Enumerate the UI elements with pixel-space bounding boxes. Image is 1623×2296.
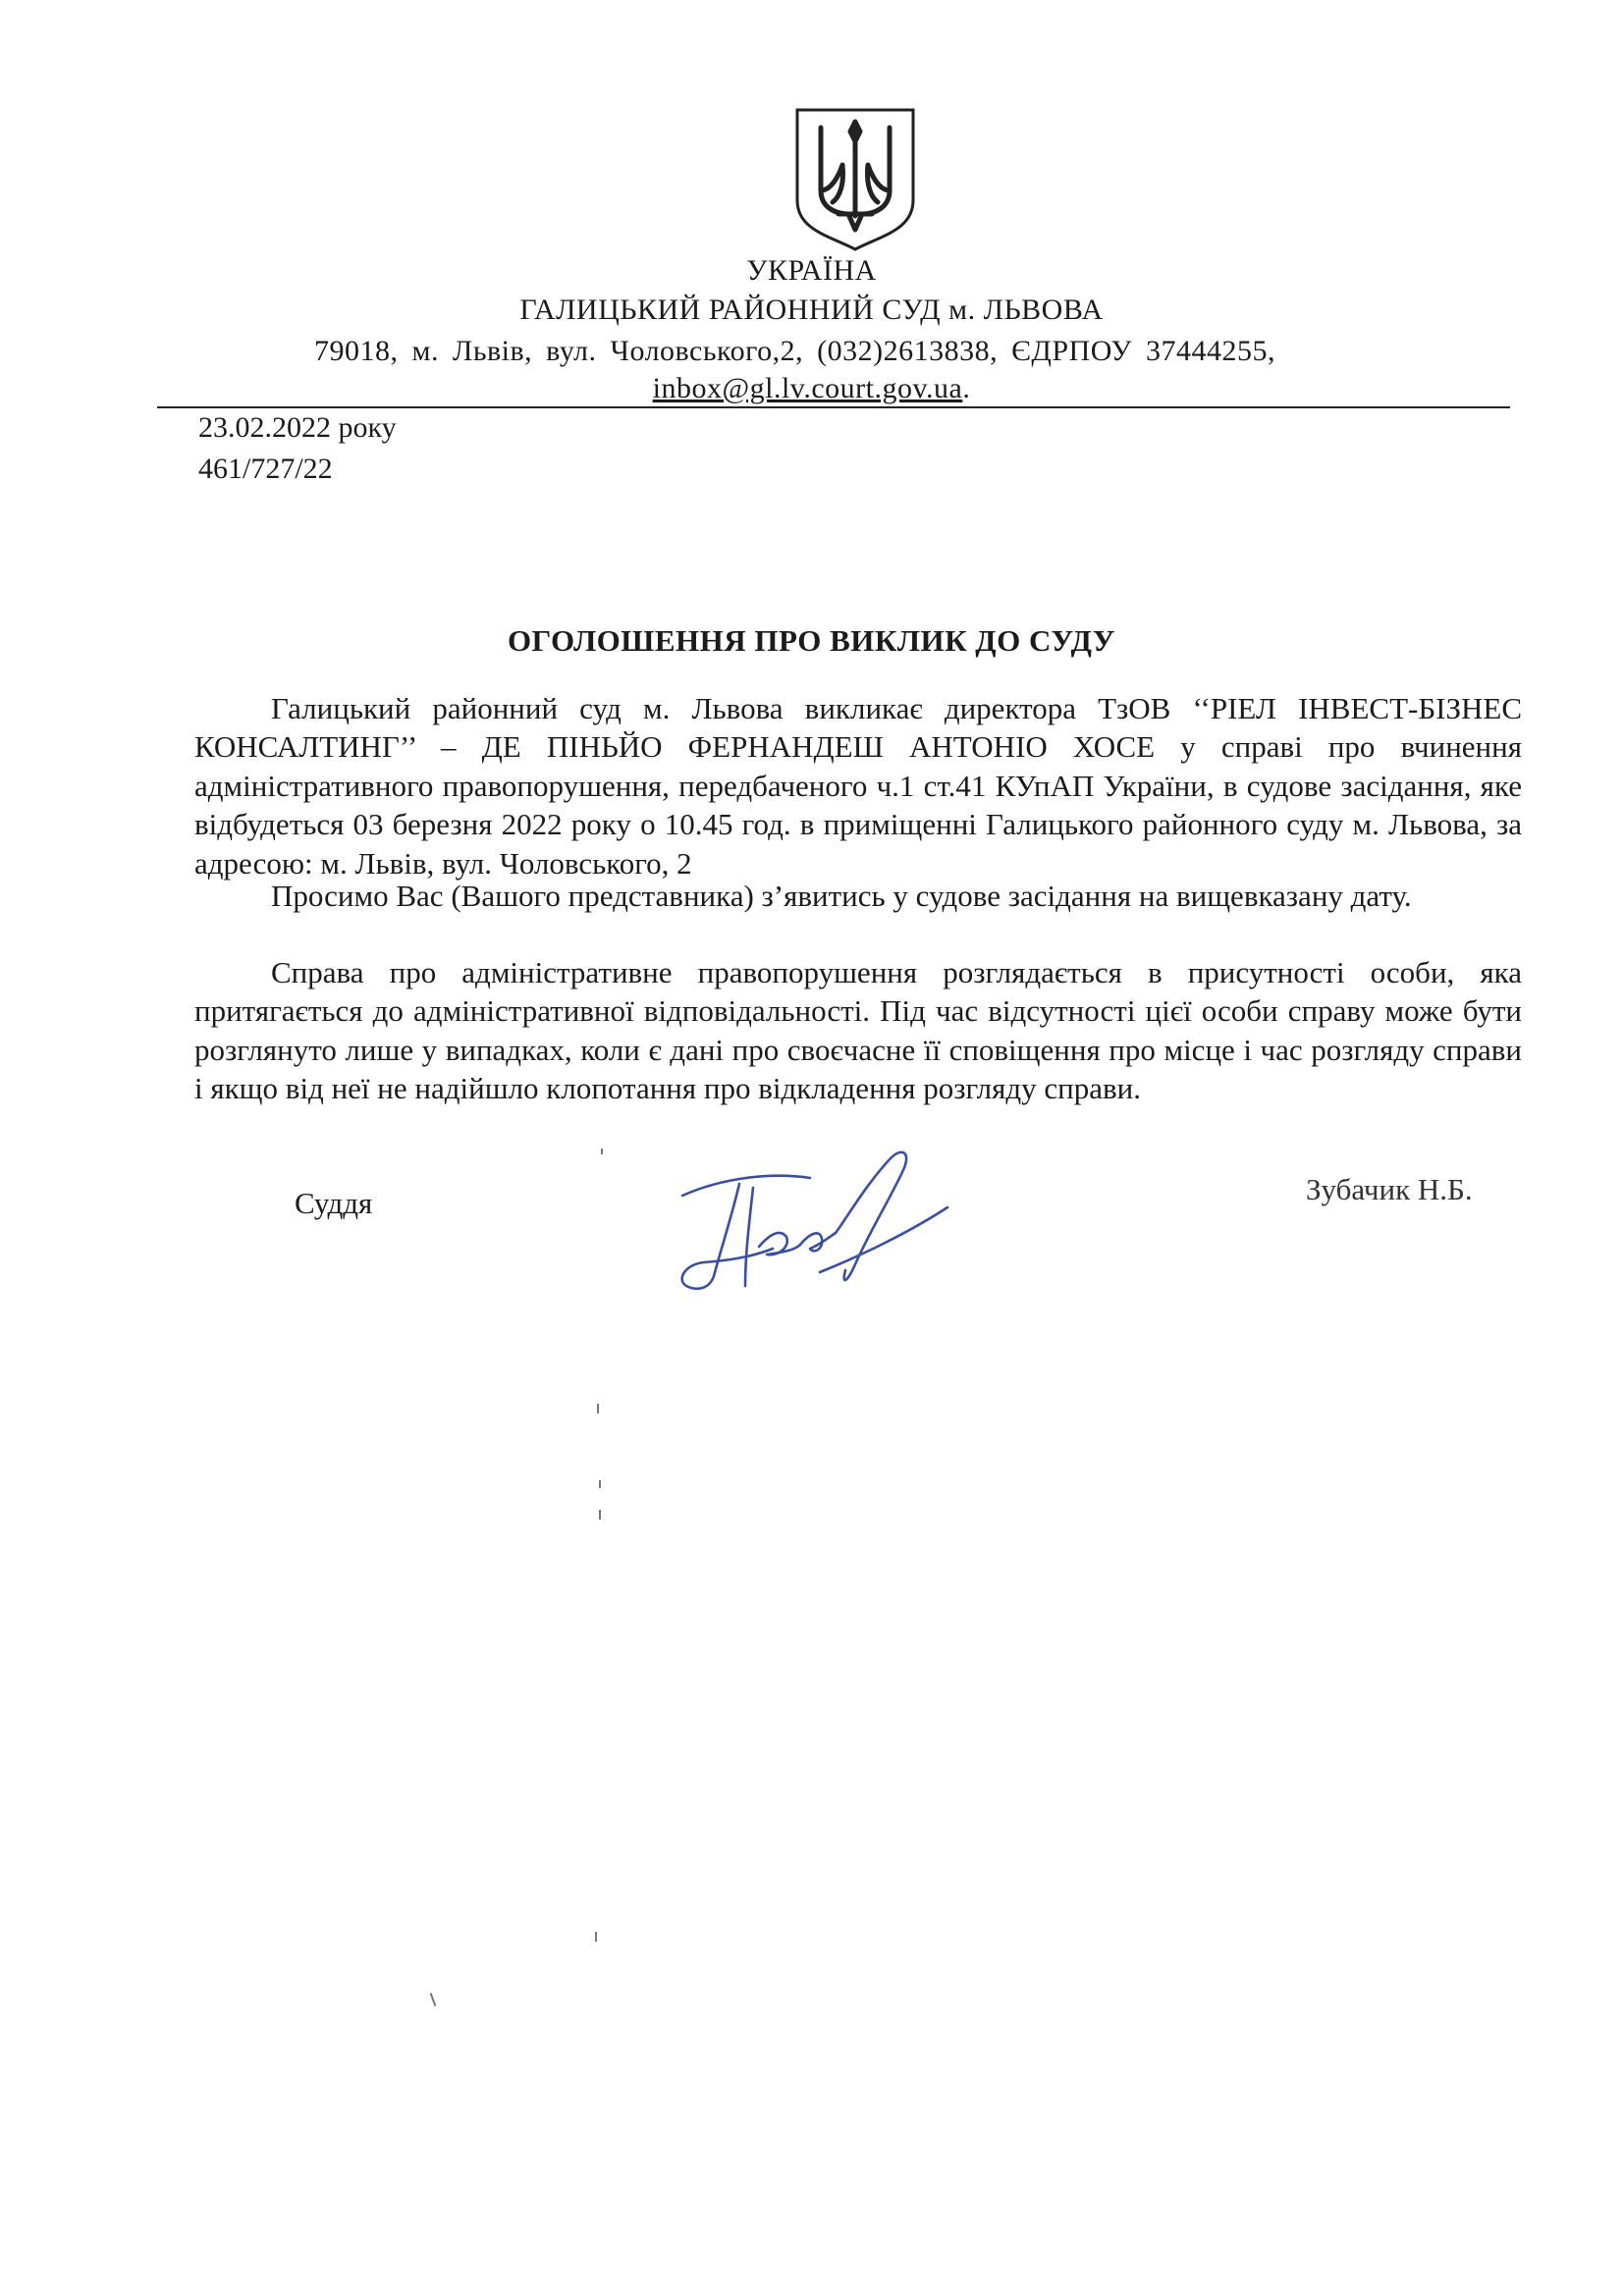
body-paragraph-2: Просимо Вас (Вашого представника) з’явитись у судове засідання на вищевказану дату.	[271, 879, 1412, 913]
handwritten-signature	[663, 1139, 957, 1310]
request-paragraph	[194, 877, 1522, 915]
scan-artifact	[601, 1148, 603, 1154]
scan-artifact	[599, 1510, 601, 1520]
body-paragraph-3: Справа про адміністративне правопорушення розглядається в присутності особи, яка притягається до адміністративної відповідальності. Під час відсутності цієї особи справу може бути розглянуто лише у випадках, коли є дані про своєчасне її сповіщення про місце і час розгляду справи і якщо від неї не надійшло клопотання про відкладення розгляду справи.	[194, 955, 1522, 1106]
case-number: 461/727/22	[198, 453, 333, 485]
body-paragraph-1: Галицький районний суд м. Львова викликає директора ТзОВ ‘‘РІЕЛ ІНВЕСТ-БІЗНЕС КОНСАЛТИНГ’’ – ДЕ ПІНЬЙО ФЕРНАНДЕШ АНТОНІО ХОСЕ у справі про вчинення адміністративного правопорушення, передбаченого ч.1 ст.41 КУпАП України, в судове засідання, яке відбудеться 03 березня 2022 року о 10.45 год. в приміщенні Галицького районного суду м. Львова, за адресою: м. Львів, вул. Чоловського, 2	[194, 691, 1522, 881]
court-email-line	[0, 371, 1623, 406]
trident-coat-of-arms-icon	[791, 106, 919, 251]
judge-name: Зубачик Н.Б.	[1306, 1172, 1473, 1206]
scan-artifact	[597, 1404, 599, 1414]
header-divider	[157, 406, 1510, 408]
scan-artifact	[599, 1480, 601, 1488]
scan-artifact	[430, 1993, 437, 2006]
document-title: ОГОЛОШЕННЯ ПРО ВИКЛИК ДО СУДУ	[507, 623, 1116, 658]
country-heading: УКРАЇНА	[746, 254, 877, 287]
summons-paragraph	[194, 689, 1522, 882]
judge-role-label: Суддя	[295, 1186, 373, 1220]
court-address-line: 79018, м. Львів, вул. Чоловського,2, (032)2613838, ЄДРПОУ 37444255,	[314, 335, 1275, 367]
email-suffix: .	[962, 372, 971, 404]
legal-notice-paragraph	[194, 953, 1522, 1108]
scan-artifact	[595, 1932, 597, 1942]
document-date: 23.02.2022 року	[198, 411, 397, 444]
court-name-heading: ГАЛИЦЬКИЙ РАЙОННИЙ СУД м. ЛЬВОВА	[519, 294, 1104, 326]
court-email-link[interactable]: inbox@gl.lv.court.gov.ua	[652, 372, 963, 404]
